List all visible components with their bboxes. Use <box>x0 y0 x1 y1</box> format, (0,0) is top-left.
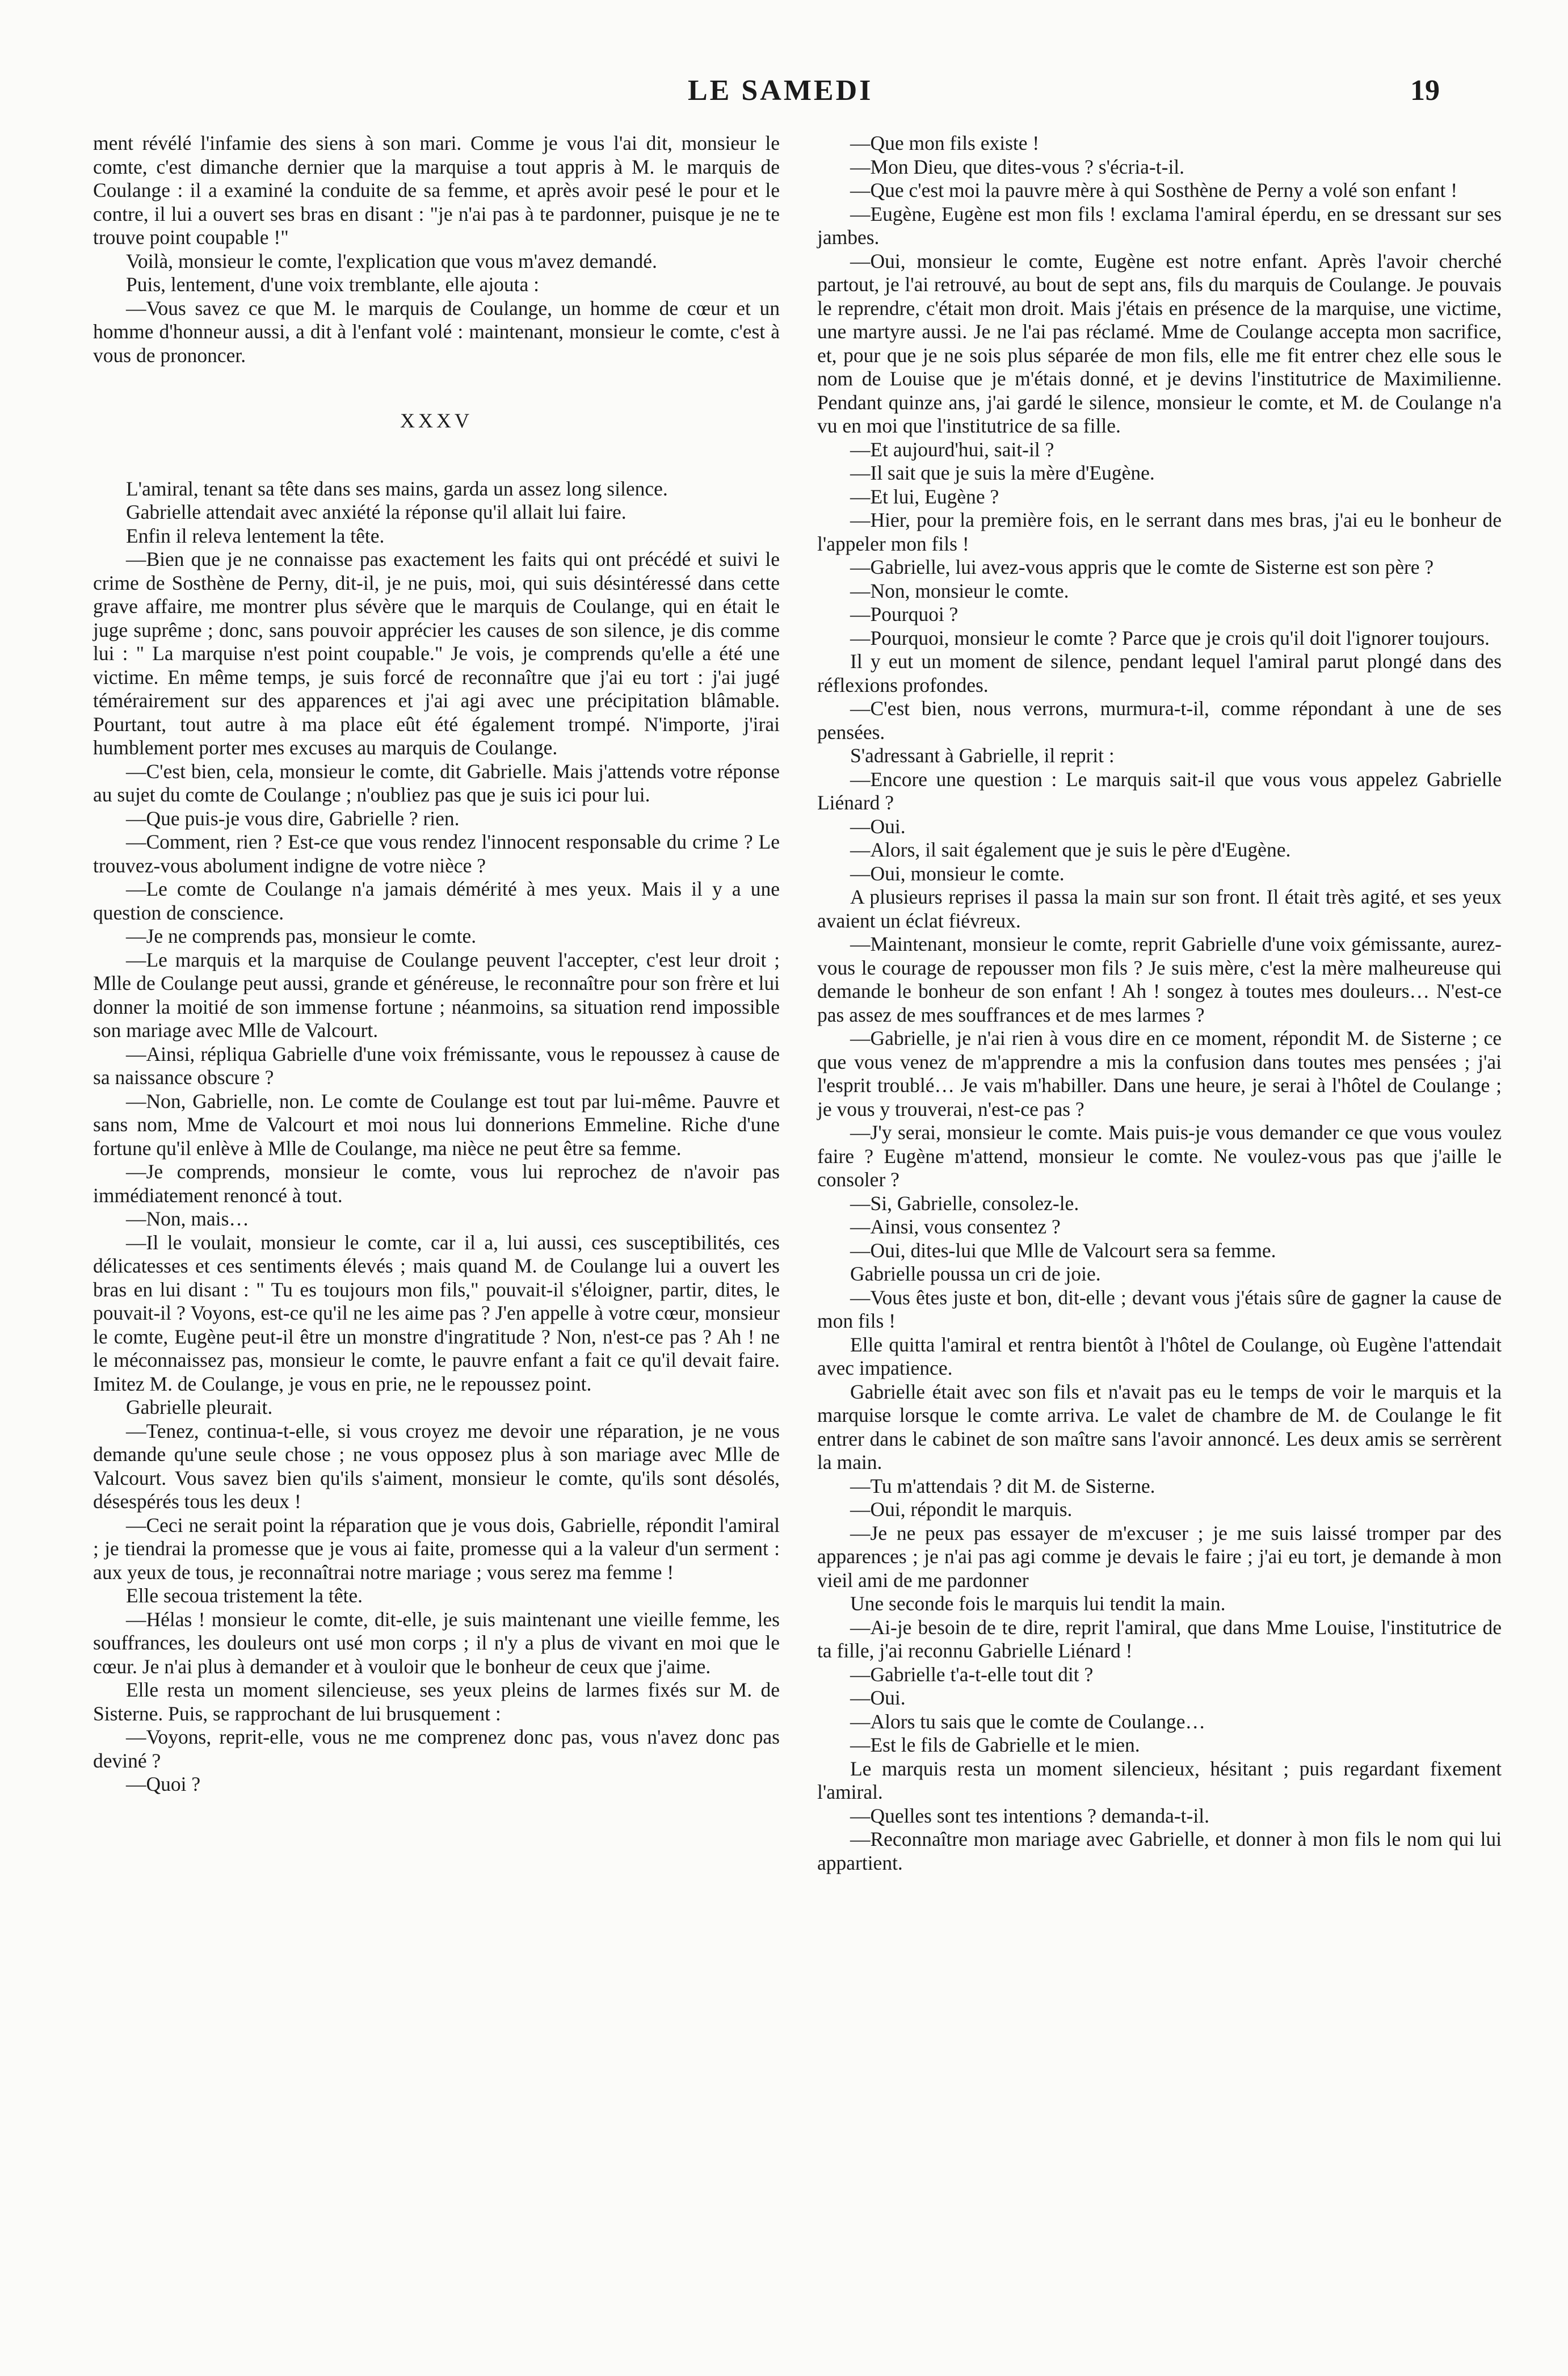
paragraph: —Quelles sont tes intentions ? demanda-t-il. <box>850 1804 1209 1827</box>
paragraph: ment révélé l'infamie des siens à son mari. Comme je vous l'ai dit, monsieur le comte, c'est dimanche dernier que la marquise a tout appris à M. le marquis de Coulange : il a examiné la conduite de sa femme, et après avoir pesé le pour et le contre, il lui a ouvert ses bras en disant : "je n'ai pas à te pardonner, puisque je ne te trouve point coupable !" <box>93 132 780 249</box>
paragraph: —Non, Gabrielle, non. Le comte de Coulange est tout par lui-même. Pauvre et sans nom, Mme de Valcourt et moi nous lui donnerions Emmeline. Riche d'une fortune qu'il enlève à Mlle de Coulange, ma nièce ne peut être sa femme. <box>93 1089 780 1160</box>
paragraph: —Reconnaître mon mariage avec Gabrielle, et donner à mon fils le nom qui lui appartient. <box>817 1828 1502 1874</box>
paragraph: S'adressant à Gabrielle, il reprit : <box>850 744 1115 767</box>
paragraph: —Ai-je besoin de te dire, reprit l'amiral, que dans Mme Louise, l'institutrice de ta fille, j'ai reconnu Gabrielle Liénard ! <box>817 1615 1502 1662</box>
paragraph: —Maintenant, monsieur le comte, reprit Gabrielle d'une voix gémissante, aurez-vous le courage de repousser mon fils ? Je suis mère, c'est la mère malheureuse qui demande le bonheur de son enfant ! Ah ! songez à toutes mes douleurs… N'est-ce pas assez de mes souffrances et de mes larmes ? <box>817 933 1502 1026</box>
page-header <box>0 0 1568 131</box>
paragraph: —Mon Dieu, que dites-vous ? s'écria-t-il. <box>850 155 1185 178</box>
paragraph: —J'y serai, monsieur le comte. Mais puis-je vous demander ce que vous voulez faire ? Eugène m'attend, monsieur le comte. Ne voulez-vous pas que j'aille le consoler ? <box>817 1121 1502 1191</box>
paragraph: —Il le voulait, monsieur le comte, car il a, lui aussi, ces susceptibilités, ces délicatesses et ces sentiments élevés ; mais quand M. de Coulange lui a ouvert les bras en lui disant : " Tu es toujours mon fils," pouvait-il s'éloigner, partir, dites, le pouvait-il ? Voyons, est-ce qu'il ne les aime pas ? J'en appelle à votre cœur, monsieur le comte, Eugène peut-il être un monstre d'ingratitude ? Non, n'est-ce pas ? Ah ! ne le méconnaissez pas, monsieur le comte, le pauvre enfant a fait ce qu'il devait faire. Imitez M. de Coulange, je vous en prie, ne le repoussez point. <box>93 1231 780 1395</box>
paragraph: —Gabrielle, je n'ai rien à vous dire en ce moment, répondit M. de Sisterne ; ce que vous venez de m'apprendre a mis la confusion dans toutes mes pensées ; j'ai l'esprit troublé… Je vais m'habiller. Dans une heure, je serai à l'hôtel de Coulange ; je vous y trouverai, n'est-ce pas ? <box>817 1027 1502 1120</box>
paragraph: —Que mon fils existe ! <box>850 132 1040 154</box>
paragraph: —Vous savez ce que M. le marquis de Coulange, un homme de cœur et un homme d'honneur aussi, a dit à l'enfant volé : maintenant, monsieur le comte, c'est à vous de prononcer. <box>93 296 780 367</box>
paragraph: —Voyons, reprit-elle, vous ne me comprenez donc pas, vous n'avez donc pas deviné ? <box>93 1726 780 1772</box>
paragraph: Le marquis resta un moment silencieux, hésitant ; puis regardant fixement l'amiral. <box>817 1757 1502 1803</box>
paragraph: —Quoi ? <box>126 1773 201 1795</box>
paragraph: —Le marquis et la marquise de Coulange peuvent l'accepter, c'est leur droit ; Mlle de Coulange peut aussi, grande et généreuse, le reconnaître pour son frère et lui donner la moitié de son immense fortune ; néanmoins, sa situation rend impossible son mariage avec Mlle de Valcourt. <box>93 948 780 1042</box>
paragraph: —Tu m'attendais ? dit M. de Sisterne. <box>850 1474 1155 1497</box>
paragraph: —Si, Gabrielle, consolez-le. <box>850 1191 1079 1215</box>
paragraph: —Pourquoi, monsieur le comte ? Parce que je crois qu'il doit l'ignorer toujours. <box>850 626 1490 649</box>
paragraph: —Oui, monsieur le comte, Eugène est notre enfant. Après l'avoir cherché partout, je l'ai retrouvé, au bout de sept ans, fils du marquis de Coulange. Je pouvais le reprendre, c'était mon droit. Mais j'étais en présence de la marquise, une victime, une martyre aussi. Je ne l'ai pas réclamé. Mme de Coulange accepta mon sacrifice, et, pour que je ne sois plus séparée de mon fils, elle me fit entrer chez elle sous le nom de Louise que je m'étais donné, et je devins l'institutrice de Maximilienne. Pendant quinze ans, j'ai gardé le silence, monsieur le comte, et M. de Coulange n'a vu en moi que l'institutrice de sa fille. <box>817 249 1502 437</box>
chapter-heading: XXXV <box>400 409 473 432</box>
paragraph: —Ainsi, vous consentez ? <box>850 1215 1061 1238</box>
running-title: LE SAMEDI <box>688 74 873 107</box>
paragraph: —Gabrielle, lui avez-vous appris que le comte de Sisterne est son père ? <box>850 556 1434 578</box>
paragraph: Voilà, monsieur le comte, l'explication que vous m'avez demandé. <box>126 249 657 272</box>
paragraph: Gabrielle attendait avec anxiété la réponse qu'il allait lui faire. <box>126 501 627 523</box>
paragraph: —Oui. <box>850 815 906 838</box>
paragraph: Elle quitta l'amiral et rentra bientôt à l'hôtel de Coulange, où Eugène l'attendait avec impatience. <box>817 1333 1502 1379</box>
paragraph: —Comment, rien ? Est-ce que vous rendez l'innocent responsable du crime ? Le trouvez-vous abolument indigne de votre nièce ? <box>93 830 780 877</box>
paragraph: —Tenez, continua-t-elle, si vous croyez me devoir une réparation, je ne vous demande qu'une seule chose ; ne vous opposez plus à son mariage avec Mlle de Valcourt. Vous savez bien qu'ils s'aiment, monsieur le comte, qu'ils sont désolés, désespérés tous les deux ! <box>93 1419 780 1513</box>
paragraph: —Je ne comprends pas, monsieur le comte. <box>126 925 477 947</box>
paragraph: —Le comte de Coulange n'a jamais démérité à mes yeux. Mais il y a une question de conscience. <box>93 878 780 924</box>
paragraph: Elle secoua tristement la tête. <box>126 1584 363 1607</box>
paragraph: —C'est bien, cela, monsieur le comte, dit Gabrielle. Mais j'attends votre réponse au sujet du comte de Coulange ; n'oubliez pas que je suis ici pour lui. <box>93 759 780 806</box>
paragraph: L'amiral, tenant sa tête dans ses mains, garda un assez long silence. <box>126 477 668 500</box>
paragraph: —Hélas ! monsieur le comte, dit-elle, je suis maintenant une vieille femme, les souffrances, les douleurs ont usé mon corps ; il n'y a plus de vivant en moi que le cœur. Je n'ai plus à demander et à vouloir que le bonheur de ceux que j'aime. <box>93 1607 780 1678</box>
paragraph: —Pourquoi ? <box>850 603 959 626</box>
paragraph: —Il sait que je suis la mère d'Eugène. <box>850 461 1155 484</box>
paragraph: —Je comprends, monsieur le comte, vous lui reprochez de n'avoir pas immédiatement renoncé à tout. <box>93 1160 780 1207</box>
paragraph: —Non, monsieur le comte. <box>850 579 1069 602</box>
paragraph: —Est le fils de Gabrielle et le mien. <box>850 1733 1140 1756</box>
paragraph: —Ainsi, répliqua Gabrielle d'une voix frémissante, vous le repoussez à cause de sa naissance obscure ? <box>93 1042 780 1089</box>
paragraph: —C'est bien, nous verrons, murmura-t-il, comme répondant à une de ses pensées. <box>817 697 1502 744</box>
paragraph: Gabrielle poussa un cri de joie. <box>850 1262 1101 1285</box>
page-number: 19 <box>1410 74 1440 107</box>
paragraph: —Oui, répondit le marquis. <box>850 1498 1073 1521</box>
paragraph: A plusieurs reprises il passa la main sur son front. Il était très agité, et ses yeux avaient un éclat fiévreux. <box>817 885 1502 932</box>
right-column <box>817 132 1502 1875</box>
paragraph: —Oui, dites-lui que Mlle de Valcourt sera sa femme. <box>850 1239 1276 1262</box>
paragraph: Gabrielle pleurait. <box>126 1396 273 1418</box>
paragraph: Enfin il releva lentement la tête. <box>126 524 385 547</box>
paragraph: Une seconde fois le marquis lui tendit la main. <box>850 1592 1226 1615</box>
paragraph: —Et aujourd'hui, sait-il ? <box>850 438 1054 461</box>
paragraph: —Bien que je ne connaisse pas exactement les faits qui ont précédé et suivi le crime de Sosthène de Perny, dit-il, je ne puis, moi, qui suis désintéressé dans cette grave affaire, me montrer plus sévère que le marquis de Coulange, qui en était le juge suprême ; donc, sans pouvoir apprécier les causes de son silence, je dis comme lui : " La marquise n'est point coupable." Je vois, je comprends qu'elle a été une victime. En même temps, je suis forcé de reconnaître que j'ai eu tort : j'ai jugé témérairement sur des apparences et j'ai agi avec une précipitation blâmable. Pourtant, tout autre à ma place eût été également trompé. N'importe, j'irai humblement porter mes excuses au marquis de Coulange. <box>93 548 780 759</box>
paragraph: —Et lui, Eugène ? <box>850 485 999 508</box>
paragraph: —Ceci ne serait point la réparation que je vous dois, Gabrielle, répondit l'amiral ; je tiendrai la promesse que je vous ai faite, promesse qui a la valeur d'un serment : aux yeux de tous, je reconnaîtrai notre mariage ; vous serez ma femme ! <box>93 1513 780 1584</box>
paragraph: —Je ne peux pas essayer de m'excuser ; je me suis laissé tromper par des apparences ; je n'ai pas agi comme je devais le faire ; j'ai eu tort, je demande à mon vieil ami de me pardonner <box>817 1521 1502 1592</box>
paragraph: —Non, mais… <box>126 1207 249 1230</box>
paragraph: —Alors tu sais que le comte de Coulange… <box>850 1710 1206 1733</box>
paragraph: —Gabrielle t'a-t-elle tout dit ? <box>850 1663 1094 1686</box>
paragraph: —Encore une question : Le marquis sait-il que vous vous appelez Gabrielle Liénard ? <box>817 767 1502 814</box>
paragraph: Gabrielle était avec son fils et n'avait pas eu le temps de voir le marquis et la marquise lorsque le comte arriva. Le valet de chambre de M. de Coulange le fit entrer dans le cabinet de son maître sans l'avoir annoncé. Les deux amis se serrèrent la main. <box>817 1380 1502 1474</box>
paragraph: —Hier, pour la première fois, en le serrant dans mes bras, j'ai eu le bonheur de l'appeler mon fils ! <box>817 509 1502 555</box>
paragraph: —Alors, il sait également que je suis le père d'Eugène. <box>850 838 1291 861</box>
paragraph: —Que c'est moi la pauvre mère à qui Sosthène de Perny a volé son enfant ! <box>850 179 1458 202</box>
paragraph: —Que puis-je vous dire, Gabrielle ? rien. <box>126 807 460 830</box>
paragraph: —Vous êtes juste et bon, dit-elle ; devant vous j'étais sûre de gagner la cause de mon fils ! <box>817 1286 1502 1332</box>
paragraph: —Oui. <box>850 1686 906 1709</box>
paragraph: Il y eut un moment de silence, pendant lequel l'amiral parut plongé dans des réflexions profondes. <box>817 650 1502 696</box>
left-column <box>93 132 780 1796</box>
paragraph: —Oui, monsieur le comte. <box>850 862 1065 885</box>
paragraph: Puis, lentement, d'une voix tremblante, elle ajouta : <box>126 273 540 296</box>
paragraph: —Eugène, Eugène est mon fils ! exclama l'amiral éperdu, en se dressant sur ses jambes. <box>817 202 1502 249</box>
paragraph: Elle resta un moment silencieuse, ses yeux pleins de larmes fixés sur M. de Sisterne. Puis, se rapprochant de lui brusquement : <box>93 1678 780 1725</box>
